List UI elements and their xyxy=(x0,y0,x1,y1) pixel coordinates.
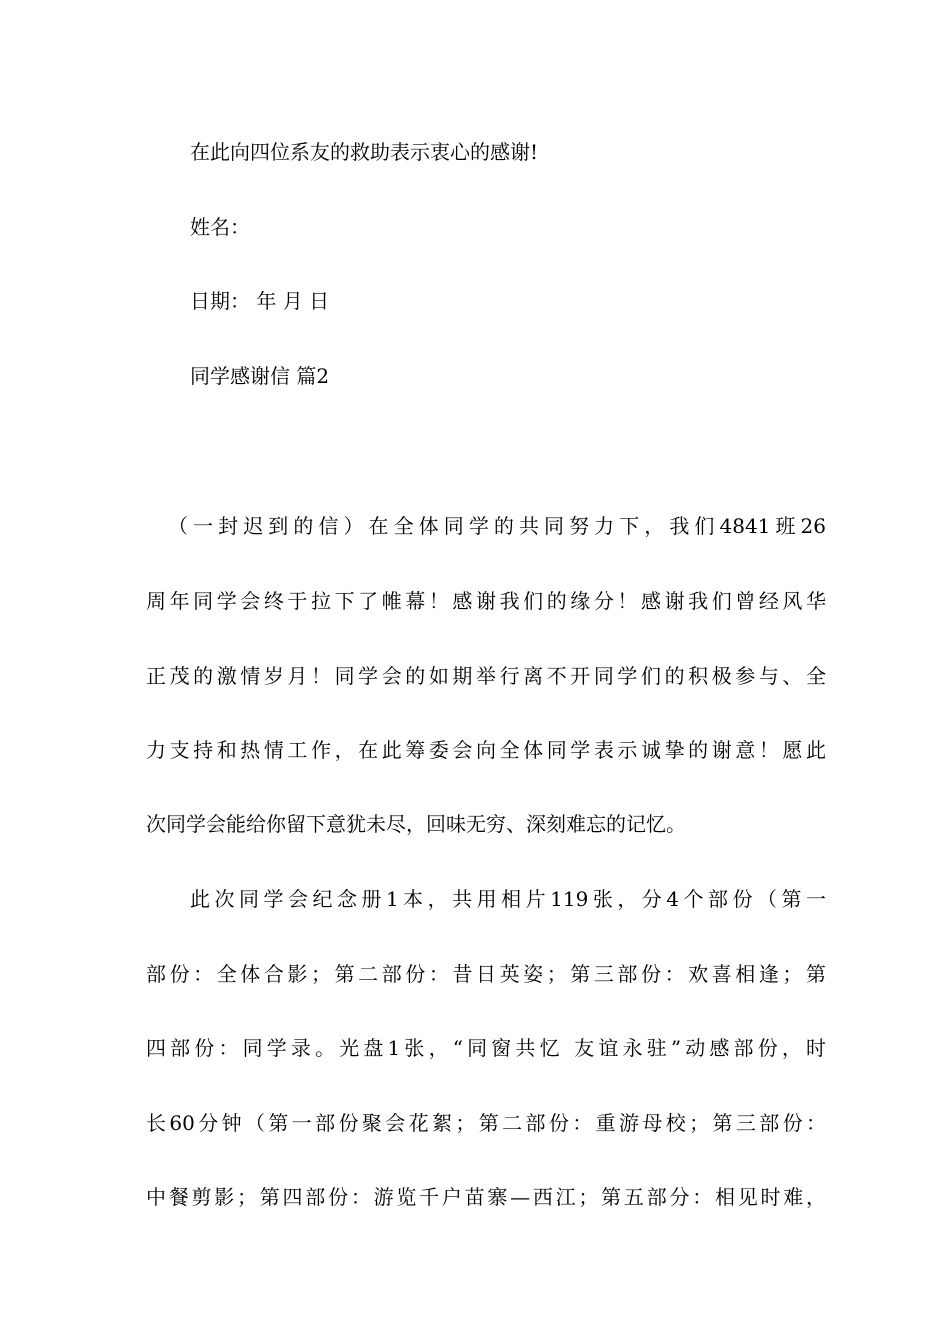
paragraph-1-line: 正茂的激情岁月！同学会的如期举行离不开同学们的积极参与、全 xyxy=(146,664,826,688)
paragraph-1-line: 周年同学会终于拉下了帷幕！感谢我们的缘分！感谢我们曾经风华 xyxy=(146,589,826,613)
paragraph-1-line: 次同学会能给你留下意犹未尽，回味无穷、深刻难忘的记忆。 xyxy=(146,812,686,836)
date-line: 日期： 年 月 日 xyxy=(190,289,330,313)
paragraph-2-line: 四部份：同学录。光盘1张，“同窗共忆 友谊永驻”动感部份，时 xyxy=(146,1036,826,1060)
name-line: 姓名： xyxy=(190,215,250,239)
paragraph-2-line: 长60分钟（第一部份聚会花絮；第二部份：重游母校；第三部份： xyxy=(146,1111,826,1135)
paragraph-2-line: 中餐剪影；第四部份：游览千户苗寨—西江；第五部分：相见时难， xyxy=(146,1185,826,1209)
paragraph-2-line: 此次同学会纪念册1本，共用相片119张，分4个部份（第一 xyxy=(190,887,826,911)
paragraph-2-line: 部份：全体合影；第二部份：昔日英姿；第三部份：欢喜相逢；第 xyxy=(146,962,826,986)
thanks-line: 在此向四位系友的救助表示衷心的感谢! xyxy=(190,140,539,164)
paragraph-1-line: 力支持和热情工作，在此筹委会向全体同学表示诚挚的谢意！愿此 xyxy=(146,738,826,762)
paragraph-1-line: （一封迟到的信）在全体同学的共同努力下，我们4841班26 xyxy=(168,514,826,538)
section-heading: 同学感谢信 篇2 xyxy=(190,364,330,388)
